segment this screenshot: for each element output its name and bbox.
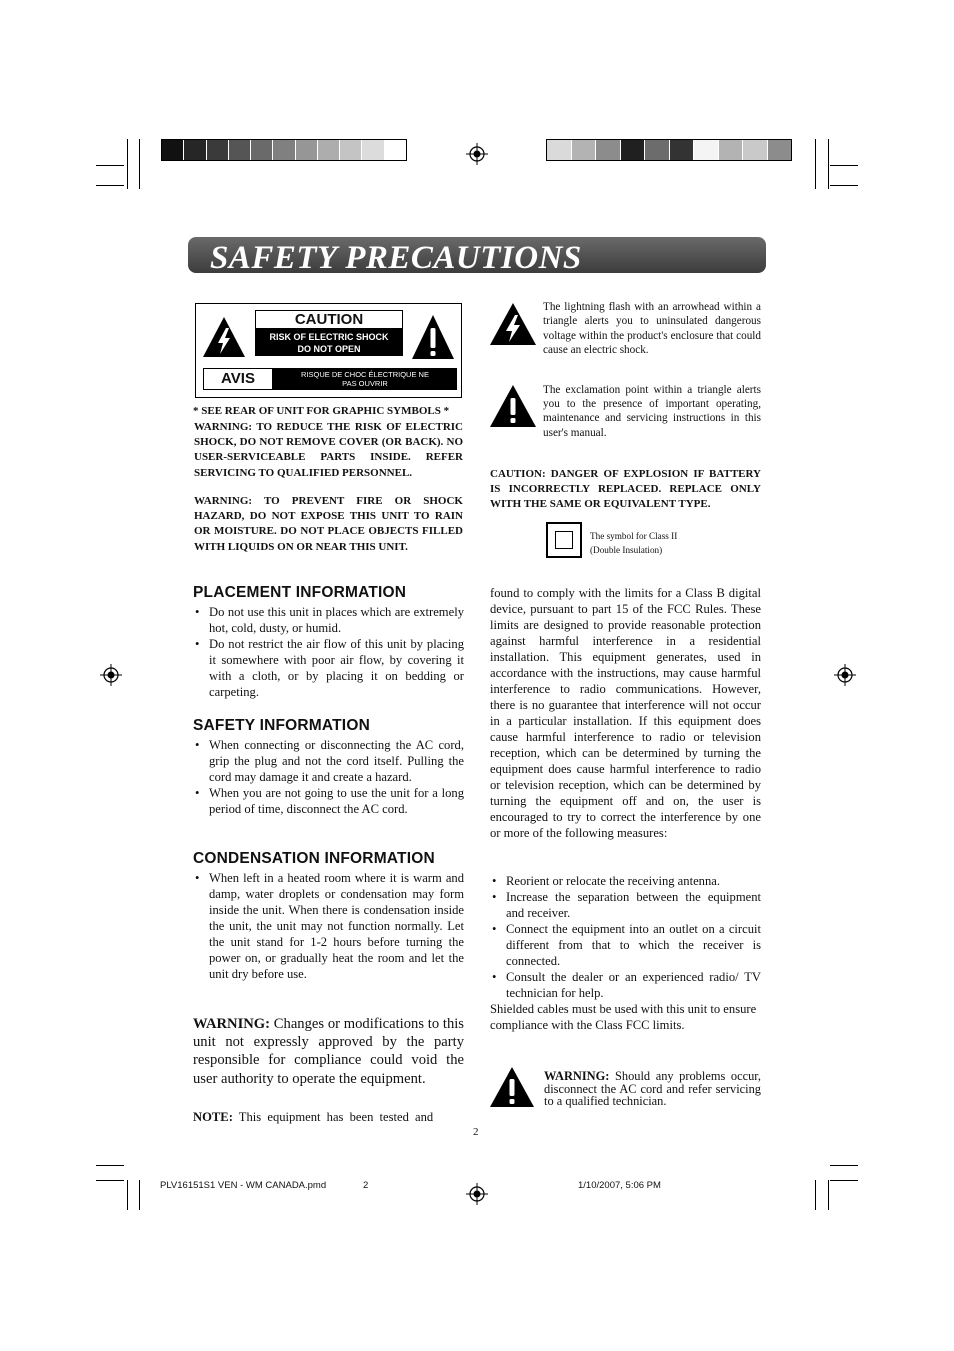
color-swatch [645,140,670,160]
class-ii-caption: The symbol for Class II (Double Insulation) [590,531,678,555]
lightning-triangle-icon [202,316,246,358]
list-item: • When left in a heated room where it is warm and damp, water droplets or condensation may form inside the unit. When there is condensation inside the unit, the unit may not function normally. Let the unit stand for 1-2 hours before turning the power on, or gradually heat the room and let the unit dry before use. [193,870,464,982]
registration-target-icon [834,664,856,686]
registration-target-icon [466,143,488,165]
placement-heading: PLACEMENT INFORMATION [193,584,407,601]
see-rear-note: * SEE REAR OF UNIT FOR GRAPHIC SYMBOLS * [193,405,450,417]
class-ii-symbol-icon [546,522,582,558]
warning-fire-hazard: WARNING: TO PREVENT FIRE OR SHOCK HAZARD, DO NOT EXPOSE THIS UNIT TO RAIN OR MOISTURE. DO NOT PLACE OBJECTS FILLED WITH LIQUIDS ON OR NEAR THIS UNIT. [194,495,463,553]
grayscale-color-bar-right [546,139,792,161]
color-swatch [340,140,362,160]
color-swatch [229,140,251,160]
color-swatch [296,140,318,160]
color-swatch [596,140,621,160]
crop-mark [828,139,829,189]
crop-mark [139,1180,140,1210]
color-swatch [768,140,792,160]
lightning-symbol-description: The lightning flash with an arrowhead within a triangle alerts you to uninsulated dangerous voltage within the product's enclosure that could cause an electric shock. [543,301,761,357]
crop-mark [127,1180,128,1210]
color-swatch [621,140,646,160]
crop-mark [830,165,858,166]
page-number: 2 [473,1126,479,1138]
caution-label-box [195,303,462,398]
color-swatch [251,140,273,160]
crop-mark [828,1180,829,1210]
risk-warning-en: RISK OF ELECTRIC SHOCK DO NOT OPEN [255,329,403,356]
list-item: • Increase the separation between the equipment and receiver. [490,889,761,921]
crop-mark [830,1165,858,1166]
crop-mark [815,1180,816,1210]
safety-heading: SAFETY INFORMATION [193,717,370,734]
color-swatch [670,140,695,160]
color-swatch [207,140,229,160]
warning-electric-shock: WARNING: TO REDUCE THE RISK OF ELECTRIC SHOCK, DO NOT REMOVE COVER (OR BACK). NO USER-SERVICEABLE PARTS INSIDE. REFER SERVICING TO QUALIFIED PERSONNEL. [194,421,463,479]
crop-mark [96,165,124,166]
footer-page: 2 [363,1180,369,1191]
color-swatch [743,140,768,160]
exclamation-symbol-description: The exclamation point within a triangle alerts you to the presence of important operating, maintenance and servicing instructions in this user's manual. [543,384,761,439]
color-swatch [572,140,597,160]
registration-target-icon [100,664,122,686]
color-swatch [184,140,206,160]
crop-mark [830,185,858,186]
list-item: • Connect the equipment into an outlet on a circuit different from that to which the receiver is connected. [490,921,761,969]
list-item: • Reorient or relocate the receiving antenna. [490,873,761,889]
crop-mark [127,139,128,189]
condensation-list [193,870,464,982]
color-swatch [385,140,406,160]
fcc-statement: found to comply with the limits for a Class B digital device, pursuant to part 15 of the FCC Rules. These limits are designed to provide reasonable protection against harmful interference in a residential installation. This equipment generates, used in accordance with the instructions, may cause harmful interference to radio communications. However, there is no guarantee that interference will not occur in a particular installation. If this equipment does cause harmful interference to radio or television reception, which can be determined by turning the equipment does cause harmful interference to radio or television reception, which can be determined by turning the equipment off and on, the user is encouraged to try to correct the interference by one or more of the following measures: [490,586,761,840]
footer-timestamp: 1/10/2007, 5:06 PM [578,1180,661,1191]
color-swatch [547,140,572,160]
crop-mark [96,185,124,186]
color-swatch [318,140,340,160]
list-item: • Consult the dealer or an experienced radio/ TV technician for help. [490,969,761,1001]
warning-changes: WARNING: Changes or modifications to this unit not expressly approved by the party responsible for compliance could void the user authority to operate the equipment. [193,1016,464,1087]
list-item: • Do not restrict the air flow of this unit by placing it somewhere with poor air flow, by covering it with a cloth, or by placing it on bedding or carpeting. [193,636,464,700]
fcc-measures-list [490,873,761,1001]
color-swatch [162,140,184,160]
exclamation-triangle-icon [411,314,455,360]
list-item: • Do not use this unit in places which are extremely hot, cold, dusty, or humid. [193,604,464,636]
page-title: SAFETY PRECAUTIONS [210,240,582,276]
color-swatch [362,140,384,160]
placement-list [193,604,464,700]
caution-battery: CAUTION: DANGER OF EXPLOSION IF BATTERY IS INCORRECTLY REPLACED. REPLACE ONLY WITH THE SAME OR EQUIVALENT TYPE. [490,468,761,511]
caution-heading: CAUTION [255,310,403,329]
note-fcc-start: NOTE: This equipment has been tested and [193,1110,434,1124]
crop-mark [139,139,140,189]
list-item: • When connecting or disconnecting the AC cord, grip the plug and not the cord itself. Pulling the cord may damage it and create a hazard. [193,737,464,785]
registration-target-icon [466,1183,488,1205]
color-swatch [273,140,295,160]
color-swatch [719,140,744,160]
crop-mark [96,1180,124,1181]
avis-heading: AVIS [203,368,273,390]
exclamation-triangle-icon [489,1066,535,1108]
exclamation-triangle-icon [489,384,537,428]
grayscale-color-bar-left [161,139,407,161]
safety-list [193,737,464,817]
crop-mark [815,139,816,189]
risk-warning-fr: RISQUE DE CHOC ÉLECTRIQUE NE PAS OUVRIR [273,368,457,390]
warning-problems: WARNING: Should any problems occur, disconnect the AC cord and refer servicing to a qualified technician. [544,1069,761,1109]
crop-mark [830,1180,858,1181]
list-item: • When you are not going to use the unit for a long period of time, disconnect the AC cord. [193,785,464,817]
footer-filename: PLV16151S1 VEN - WM CANADA.pmd [160,1180,327,1191]
shielded-cables-note: Shielded cables must be used with this unit to ensure compliance with the Class FCC limits. [490,1002,757,1032]
lightning-triangle-icon [489,302,537,346]
color-swatch [694,140,719,160]
crop-mark [96,1165,124,1166]
condensation-heading: CONDENSATION INFORMATION [193,850,435,867]
